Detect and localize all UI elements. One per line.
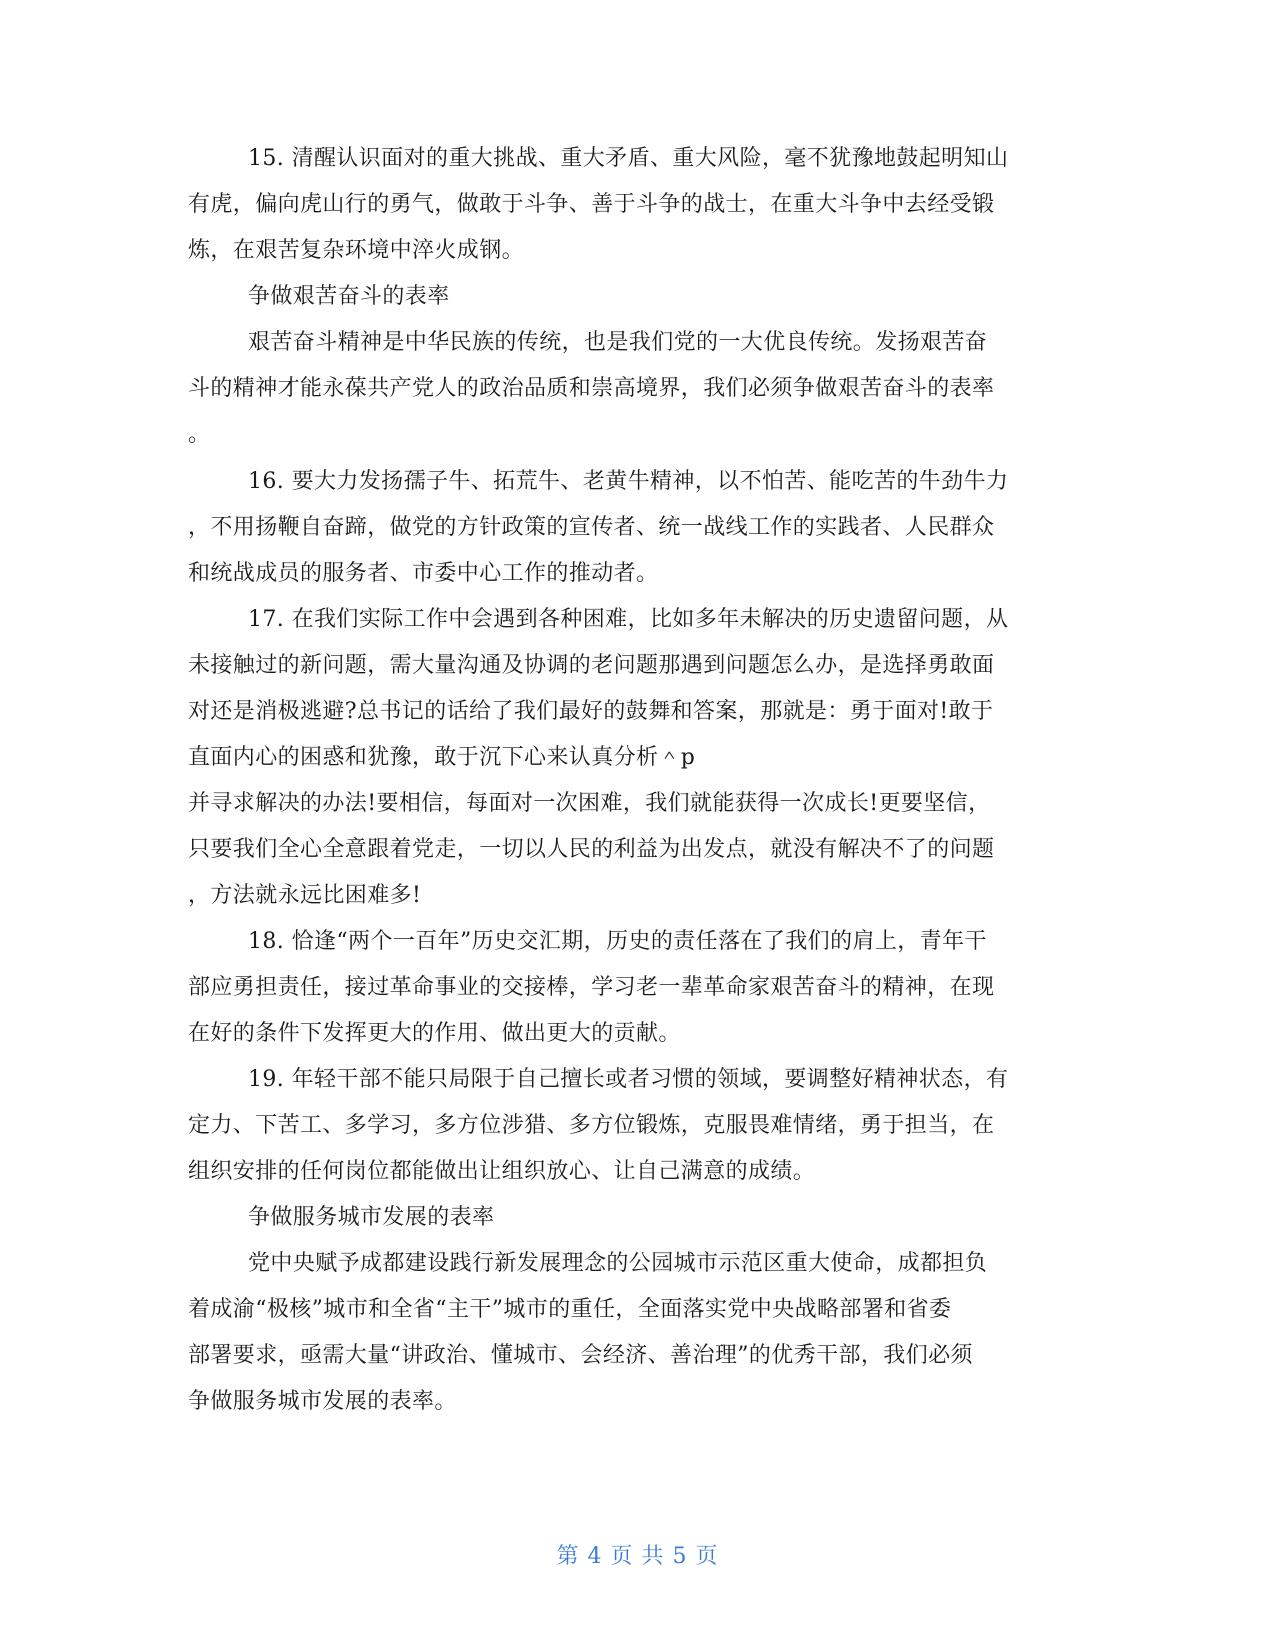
text-line: 19. 年轻干部不能只局限于自己擅长或者习惯的领域，要调整好精神状态，有 (248, 1067, 1009, 1092)
text-line: 并寻求解决的办法!要相信，每面对一次困难，我们就能获得一次成长!更要坚信， (188, 791, 991, 816)
text-line: 有虎，偏向虎山行的勇气，做敢于斗争、善于斗争的战士，在重大斗争中去经受锻 (188, 192, 995, 217)
text-line: 争做服务城市发展的表率。 (188, 1389, 457, 1414)
text-line: 组织安排的任何岗位都能做出让组织放心、让自己满意的成绩。 (188, 1159, 816, 1184)
text-line: 15. 清醒认识面对的重大挑战、重大矛盾、重大风险，毫不犹豫地鼓起明知山 (248, 146, 1009, 171)
text-line: 斗的精神才能永葆共产党人的政治品质和崇高境界，我们必须争做艰苦奋斗的表率 (188, 376, 995, 401)
section-heading: 争做服务城市发展的表率 (248, 1205, 495, 1230)
text-line: 定力、下苦工、多学习，多方位涉猎、多方位锻炼，克服畏难情绪，勇于担当，在 (188, 1113, 995, 1138)
text-line: 16. 要大力发扬孺子牛、拓荒牛、老黄牛精神，以不怕苦、能吃苦的牛劲牛力 (248, 469, 1009, 494)
text-line: 17. 在我们实际工作中会遇到各种困难，比如多年未解决的历史遗留问题，从 (248, 607, 1009, 632)
text-line: ，方法就永远比困难多! (188, 883, 422, 908)
text-line: 部应勇担责任，接过革命事业的交接棒，学习老一辈革命家艰苦奋斗的精神，在现 (188, 975, 995, 1000)
section-heading: 争做艰苦奋斗的表率 (248, 284, 450, 309)
text-line: 未接触过的新问题，需大量沟通及协调的老问题那遇到问题怎么办，是选择勇敢面 (188, 653, 995, 678)
text-line: 对还是消极逃避?总书记的话给了我们最好的鼓舞和答案，那就是：勇于面对!敢于 (188, 699, 994, 724)
text-line: 只要我们全心全意跟着党走，一切以人民的利益为出发点，就没有解决不了的问题 (188, 837, 995, 862)
text-line: 党中央赋予成都建设践行新发展理念的公园城市示范区重大使命，成都担负 (248, 1251, 988, 1276)
text-line: 艰苦奋斗精神是中华民族的传统，也是我们党的一大优良传统。发扬艰苦奋 (248, 330, 988, 355)
text-line: ，不用扬鞭自奋蹄，做党的方针政策的宣传者、统一战线工作的实践者、人民群众 (188, 515, 995, 540)
text-line: 在好的条件下发挥更大的作用、做出更大的贡献。 (188, 1021, 681, 1046)
text-line: 部署要求，亟需大量“讲政治、懂城市、会经济、善治理”的优秀干部，我们必须 (188, 1343, 973, 1368)
text-line: 着成渝“极核”城市和全省“主干”城市的重任，全面落实党中央战略部署和省委 (188, 1297, 952, 1322)
text-line: 直面内心的困惑和犹豫，敢于沉下心来认真分析＾p (188, 745, 696, 770)
text-line: 。 (188, 422, 211, 447)
page-number-footer: 第 4 页 共 5 页 (556, 1544, 719, 1569)
text-line: 18. 恰逢“两个一百年”历史交汇期，历史的责任落在了我们的肩上，青年干 (248, 929, 987, 954)
text-line: 炼，在艰苦复杂环境中淬火成钢。 (188, 238, 525, 263)
text-line: 和统战成员的服务者、市委中心工作的推动者。 (188, 561, 659, 586)
